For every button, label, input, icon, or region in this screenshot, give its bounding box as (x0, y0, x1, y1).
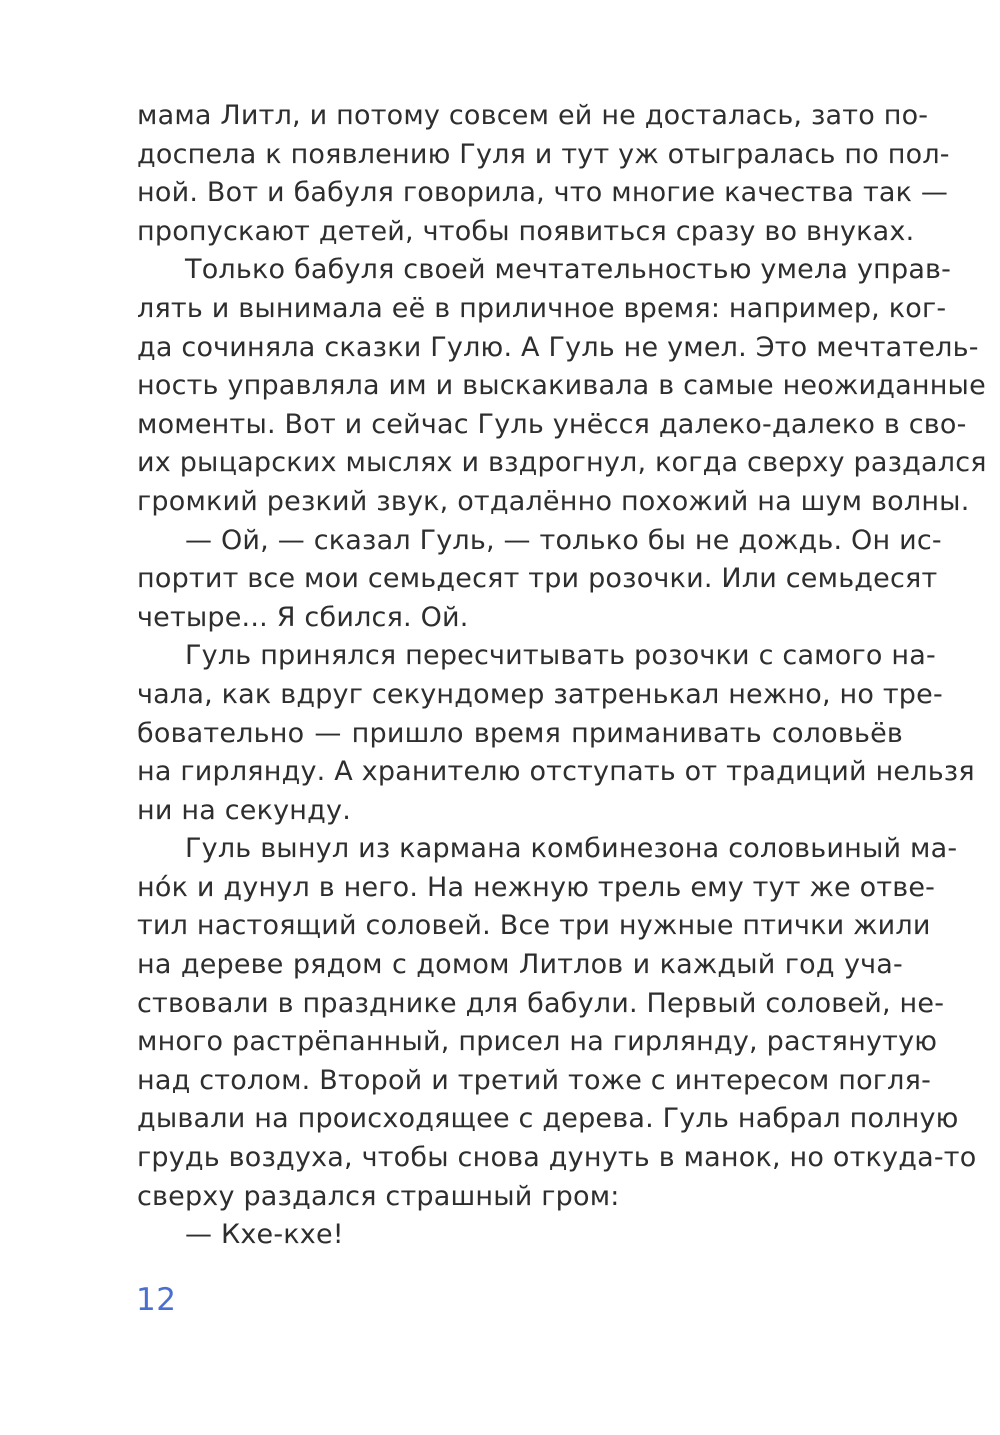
text-line: дывали на происходящее с дерева. Гуль набрал полную (137, 1103, 959, 1135)
text-line: бовательно — пришло время приманивать соловьёв (137, 717, 903, 749)
text-line: Гуль принялся пересчитывать розочки с самого на- (185, 640, 936, 672)
text-line: портит все мои семьдесят три розочки. Или семьдесят (137, 563, 938, 595)
text-line: ни на секунду. (137, 794, 351, 826)
text-line: ствовали в празднике для бабули. Первый соловей, не- (137, 987, 945, 1019)
text-line: на дереве рядом с домом Литлов и каждый год уча- (137, 949, 903, 981)
text-line: Только бабуля своей мечтательностью умела управ- (185, 254, 952, 286)
text-line: пропускают детей, чтобы появиться сразу во внуках. (137, 215, 915, 247)
text-line: тил настоящий соловей. Все три нужные птички жили (137, 910, 931, 942)
text-line: да сочиняла сказки Гулю. А Гуль не умел. Это мечтатель- (137, 331, 979, 363)
text-line: — Кхе-кхе! (185, 1219, 344, 1251)
text-line: — Ой, — сказал Гуль, — только бы не дождь. Он ис- (185, 524, 942, 556)
text-line: над столом. Второй и третий тоже с интересом погля- (137, 1064, 932, 1096)
text-line: их рыцарских мыслях и вздрогнул, когда сверху раздался (137, 447, 987, 479)
text-line: на гирлянду. А хранителю отступать от традиций нельзя (137, 756, 975, 788)
text-line: ность управляла им и выскакивала в самые неожиданные (137, 370, 986, 402)
text-line: ной. Вот и бабуля говорила, что многие качества так — (137, 177, 949, 209)
text-line: чала, как вдруг секундомер затренькал нежно, но тре- (137, 678, 943, 710)
text-line: Гуль вынул из кармана комбинезона соловьиный ма- (185, 833, 958, 865)
text-line: доспела к появлению Гуля и тут уж отыгралась по пол- (137, 138, 950, 170)
text-line: нóк и дунул в него. На нежную трель ему тут же отве- (137, 871, 936, 903)
text-line: сверху раздался страшный гром: (137, 1180, 620, 1212)
text-line: грудь воздуха, чтобы снова дунуть в манок, но откуда-то (137, 1142, 977, 1174)
text-line: моменты. Вот и сейчас Гуль унёсся далеко-далеко в сво- (137, 408, 967, 440)
page-number: 12 (136, 1282, 177, 1318)
text-line: много растрёпанный, присел на гирлянду, растянутую (137, 1026, 938, 1058)
text-line: громкий резкий звук, отдалённо похожий на шум волны. (137, 485, 970, 517)
text-line: четыре... Я сбился. Ой. (137, 601, 469, 633)
text-line: лять и вынимала её в приличное время: например, ког- (137, 292, 947, 324)
body-text (137, 97, 987, 1255)
text-line: мама Литл, и потому совсем ей не досталась, зато по- (137, 100, 929, 131)
